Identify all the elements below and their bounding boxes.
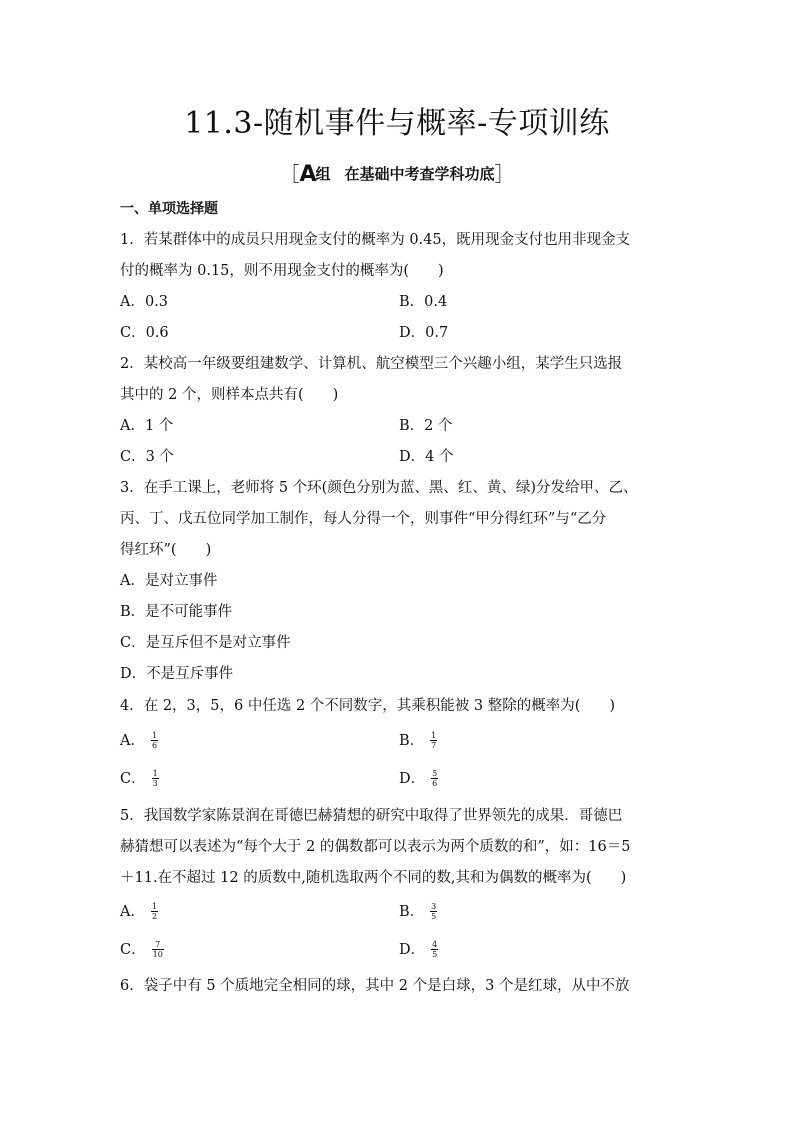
fraction-denominator: 5 <box>432 949 438 959</box>
page-title: 11.3-随机事件与概率-专项训练 <box>184 106 610 141</box>
question-2-line-2: 其中的 2 个，则样本点共有( ) <box>120 387 339 403</box>
question-5-option-a <box>120 902 158 922</box>
question-1-line-2: 付的概率为 0.15，则不用现金支付的概率为( ) <box>120 263 444 279</box>
question-3-line-1: 3．在手工课上，老师将 5 个环(颜色分别为蓝、黑、红、黄、绿)分发给甲、乙、 <box>120 480 638 496</box>
fraction-numerator: 5 <box>432 768 438 778</box>
question-4-option-a <box>120 731 158 751</box>
fraction-denominator: 6 <box>432 778 438 788</box>
group-letter: A <box>299 162 316 187</box>
option-label: D． <box>399 942 426 958</box>
bracket-right: ］ <box>494 162 515 186</box>
question-4-option-d <box>399 769 438 789</box>
group-name: 组 <box>315 165 331 183</box>
fraction-numerator: 3 <box>431 901 437 911</box>
question-1-line-1: 1．若某群体中的成员只用现金支付的概率为 0.45，既用现金支付也用非现金支 <box>120 232 631 248</box>
section-heading: 一、单项选择题 <box>120 201 218 217</box>
question-5-line-2: 赫猜想可以表述为“每个大于 2 的偶数都可以表示为两个质数的和”，如：16＝5 <box>120 839 631 855</box>
question-3-option-d: D．不是互斥事件 <box>120 666 234 682</box>
fraction <box>430 731 437 750</box>
question-4-option-b <box>399 731 437 751</box>
question-1-option-a: A．0.3 <box>120 294 169 310</box>
fraction <box>431 769 438 788</box>
option-label: B． <box>399 904 425 920</box>
fraction-numerator: 1 <box>151 730 158 740</box>
fraction-denominator: 5 <box>431 911 437 921</box>
question-5-line-1: 5．我国数学家陈景润在哥德巴赫猜想的研究中取得了世界领先的成果．哥德巴 <box>120 808 623 824</box>
question-5-option-c <box>120 940 164 960</box>
question-5-option-d <box>399 940 438 960</box>
fraction-denominator: 2 <box>151 911 158 921</box>
question-1-option-b: B．0.4 <box>399 294 448 310</box>
fraction-denominator: 6 <box>151 740 158 750</box>
option-label: C． <box>120 942 146 958</box>
question-5-option-b <box>399 902 437 922</box>
fraction <box>431 940 438 959</box>
fraction-denominator: 3 <box>152 778 158 788</box>
fraction <box>152 940 164 959</box>
option-label: C． <box>120 771 146 787</box>
question-5-line-3: ＋11.在不超过 12 的质数中,随机选取两个不同的数,其和为偶数的概率为( ) <box>120 870 627 886</box>
question-3-option-b: B．是不可能事件 <box>120 604 233 620</box>
fraction <box>152 769 159 788</box>
question-1-option-c: C．0.6 <box>120 325 169 341</box>
question-3-option-c: C．是互斥但不是对立事件 <box>120 635 291 651</box>
question-2-line-1: 2．某校高一年级要组建数学、计算机、航空模型三个兴趣小组，某学生只选报 <box>120 356 623 372</box>
question-6-line-1: 6．袋子中有 5 个质地完全相同的球，其中 2 个是白球，3 个是红球，从中不放 <box>120 978 630 994</box>
group-subtitle: 在基础中考查学科功底 <box>344 165 495 183</box>
fraction <box>151 731 158 750</box>
question-2-option-d: D．4 个 <box>399 449 454 465</box>
fraction <box>151 902 158 921</box>
question-2-option-b: B．2 个 <box>399 418 453 434</box>
option-label: B． <box>399 733 425 749</box>
option-label: D． <box>399 771 426 787</box>
fraction-denominator: 7 <box>431 740 437 750</box>
question-3-option-a: A．是对立事件 <box>120 573 218 589</box>
fraction-numerator: 1 <box>152 768 158 778</box>
bracket-left: ［ <box>279 162 300 186</box>
option-label: A． <box>120 733 145 749</box>
fraction-numerator: 1 <box>151 901 158 911</box>
option-label: A． <box>120 904 145 920</box>
fraction-numerator: 1 <box>431 730 437 740</box>
fraction-numerator: 7 <box>152 940 164 950</box>
group-heading <box>0 158 794 187</box>
fraction-numerator: 4 <box>432 939 438 949</box>
fraction <box>430 902 437 921</box>
question-2-option-c: C．3 个 <box>120 449 174 465</box>
question-4-line-1: 4．在 2，3，5，6 中任选 2 个不同数字，其乘积能被 3 整除的概率为( ) <box>120 698 616 714</box>
question-1-option-d: D．0.7 <box>399 325 449 341</box>
fraction-denominator: 10 <box>152 949 163 959</box>
question-2-option-a: A．1 个 <box>120 418 174 434</box>
question-4-option-c <box>120 769 159 789</box>
question-3-line-3: 得红环”( ) <box>120 542 212 558</box>
question-3-line-2: 丙、丁、戊五位同学加工制作，每人分得一个，则事件“甲分得红环”与“乙分 <box>120 511 607 527</box>
